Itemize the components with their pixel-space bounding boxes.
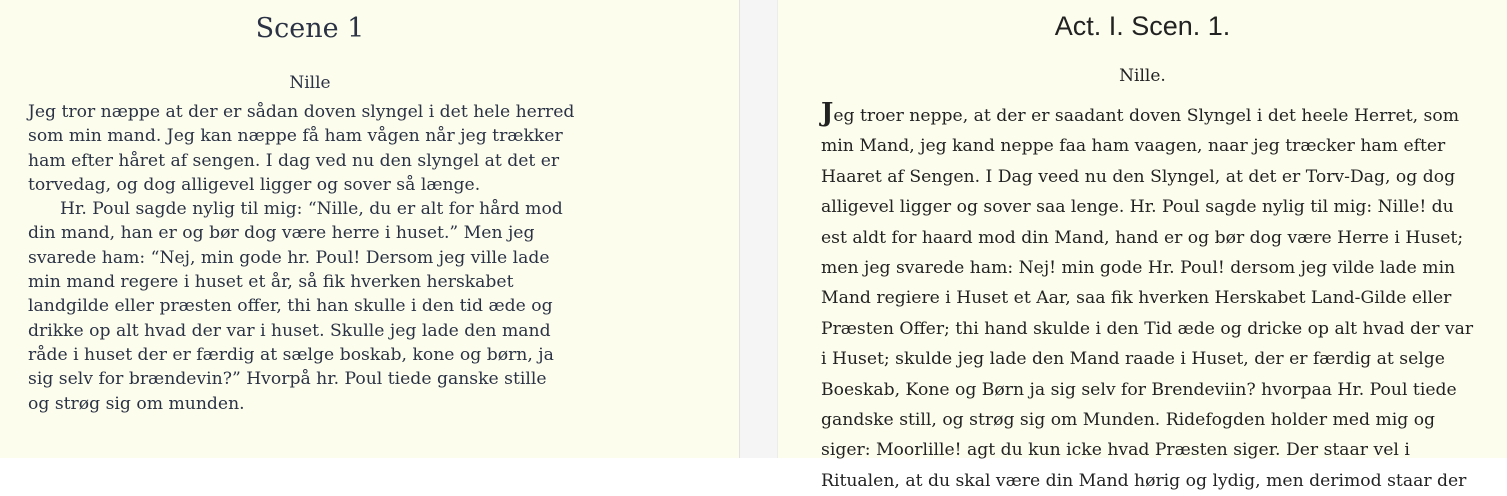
text-line: Haaret af Sengen. I Dag veed nu den Slyngel, at det er Torv-Dag, og dog [821,166,1456,187]
speaker-name: Nille [289,73,331,93]
text-line: gandske still, og strøg sig om Munden. Ridefogden holder med mig og [821,410,1436,431]
text-line: Ritualen, at du skal være din Mand hørig og lydig, men derimod staar der [821,470,1467,491]
text-line: Hr. Poul sagde nylig til mig: “Nille, du er alt for hård mod [60,199,563,220]
text-line: siger: Moorlille! agt du kun icke hvad Præsten siger. Der staar vel i [821,440,1410,461]
drop-cap: J [821,98,834,128]
original-text-pane[interactable] [778,0,1507,491]
modern-text-pane[interactable] [0,0,739,458]
text-line: torvedag, og dog alligevel ligger og sover så længe. [28,174,481,195]
text-line: i Huset; skulde jeg lade den Mand raade i Huset, der er færdig at selge [821,349,1445,370]
scene-title: Scene 1 [255,13,365,44]
act-scene-title: Act. I. Scen. 1. [1054,11,1231,41]
text-line [821,98,1501,131]
text-line: som min mand. Jeg kan næppe få ham vågen når jeg trækker [28,126,563,147]
text-line: sig selv for brændevin?” Hvorpå hr. Poul tiede ganske stille [28,369,547,390]
text-line: min mand regere i huset et år, så fik hverken herskabet [28,272,514,293]
text-line: est aldt for haard mod din Mand, hand er og bør dog være Herre i Huset; [821,227,1464,248]
text-line: ham efter håret af sengen. I dag ved nu den slyngel at det er [28,150,560,171]
original-text-body [821,98,1501,496]
pane-divider[interactable] [739,0,778,458]
text-line: men jeg svarede ham: Nej! min gode Hr. Poul! dersom jeg vilde lade min [821,258,1456,279]
text-line: Mand regiere i Huset et Aar, saa fik hverken Herskabet Land-Gilde eller [821,288,1452,309]
text-line: Boeskab, Kone og Børn ja sig selv for Brendeviin? hvorpaa Hr. Poul tiede [821,379,1457,400]
text-line: svarede ham: “Nej, min gode hr. Poul! Dersom jeg ville lade [28,247,550,268]
text-line: drikke op alt hvad der var i huset. Skulle jeg lade den mand [28,320,551,341]
modern-text-body [28,100,628,416]
text-line: råde i huset der er færdig at sælge boskab, kone og børn, ja [28,344,554,365]
text-line: Præsten Offer; thi hand skulde i den Tid æde og dricke op alt hvad der var [821,318,1474,339]
text-line: min Mand, jeg kand neppe faa ham vaagen, naar jeg træcker ham efter [821,136,1446,157]
text-line: din mand, han er og bør dog være herre i huset.” Men jeg [28,223,535,244]
first-line-text: eg troer neppe, at der er saadant doven Slyngel i det heele Herret, som [833,106,1460,126]
text-line: alligevel ligger og sover saa lenge. Hr. Poul sagde nylig til mig: Nille! du [821,197,1454,218]
text-line: Jeg tror næppe at der er sådan doven slyngel i det hele herred [28,102,575,122]
text-line: og strøg sig om munden. [28,393,245,414]
text-line: landgilde eller præsten offer, thi han skulle i den tid æde og [28,296,553,317]
speaker-name-original: Nille. [1119,66,1166,86]
